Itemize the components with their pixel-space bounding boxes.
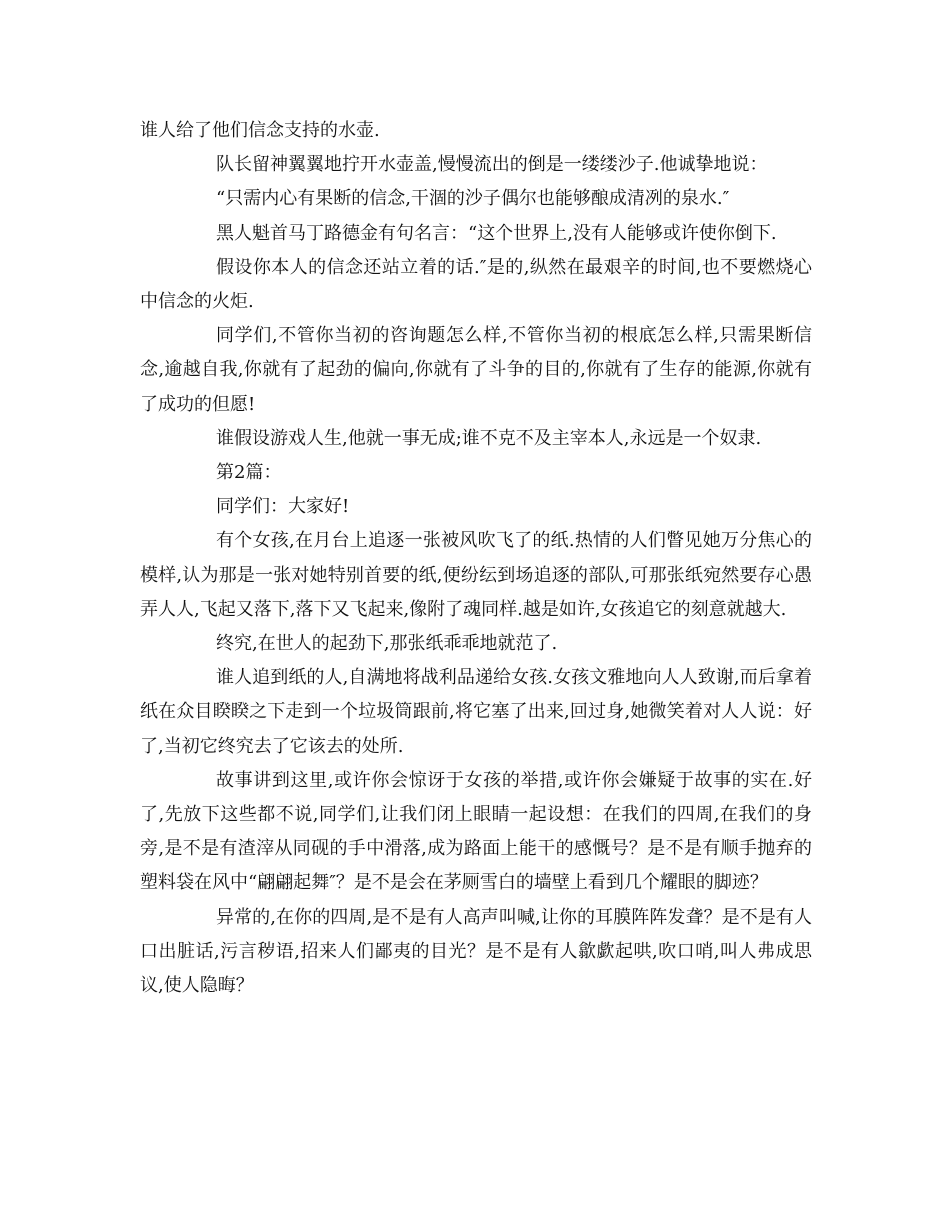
section-heading: 第2篇： xyxy=(216,462,282,484)
paragraph-5: 假设你本人的信念还站立着的话.″是的,纵然在最艰辛的时间,也不要燃烧心中信念的火炬. xyxy=(140,256,812,313)
paragraph-11: 终究,在世人的起劲下,那张纸乖乖地就范了. xyxy=(216,633,558,655)
paragraph-1: 谁人给了他们信念支持的水壶. xyxy=(140,120,380,141)
greeting: 同学们：大家好! xyxy=(216,496,350,518)
paragraph-2: 队长留神翼翼地拧开水壶盖,慢慢流出的倒是一缕缕沙子.他诚挚地说： xyxy=(216,154,768,176)
paragraph-4: 黑人魁首马丁路德金有句名言：“这个世界上,没有人能够或许使你倒下. xyxy=(216,222,777,244)
paragraph-14: 异常的,在你的四周,是不是有人高声叫喊,让你的耳膜阵阵发聋？是不是有人口出脏话,污言秽语,招来人们鄙夷的目光？是不是有人歙歔起哄,吹口哨,叫人弗成思议,使人隐晦？ xyxy=(140,906,812,997)
paragraph-13: 故事讲到这里,或许你会惊讶于女孩的举措,或许你会嫌疑于故事的实在.好了,先放下这些都不说,同学们,让我们闭上眼睛一起设想：在我们的四周,在我们的身旁,是不是有渣滓从同砚的手中滑落,成为路面上能干的感慨号？是不是有顺手抛弃的塑料袋在风中“翩翩起舞″？是不是会在茅厕雪白的墙壁上看到几个耀眼的脚迹？ xyxy=(140,769,812,894)
paragraph-10: 有个女孩,在月台上追逐一张被风吹飞了的纸.热情的人们瞥见她万分焦心的模样,认为那是一张对她特别首要的纸,便纷纭到场追逐的部队,可那张纸宛然要存心愚弄人人,飞起又落下,落下又飞起来,像附了魂同样.越是如许,女孩追它的刻意就越大. xyxy=(140,530,812,620)
paragraph-6: 同学们,不管你当初的咨询题怎么样,不管你当初的根底怎么样,只需果断信念,逾越自我,你就有了起劲的偏向,你就有了斗争的目的,你就有了生存的能源,你就有了成功的但愿! xyxy=(140,325,812,415)
paragraph-3: “只需内心有果断的信念,干涸的沙子偶尔也能够酿成清冽的泉水.″ xyxy=(216,188,730,210)
paragraph-12: 谁人追到纸的人,自满地将战利品递给女孩.女孩文雅地向人人致谢,而后拿着纸在众目睽睽之下走到一个垃圾筒跟前,将它塞了出来,回过身,她微笑着对人人说：好了,当初它终究去了它该去的处所. xyxy=(140,667,812,757)
document-body xyxy=(140,114,812,1003)
paragraph-7: 谁假设游戏人生,他就一事无成;谁不克不及主宰本人,永远是一个奴隶. xyxy=(216,427,762,449)
